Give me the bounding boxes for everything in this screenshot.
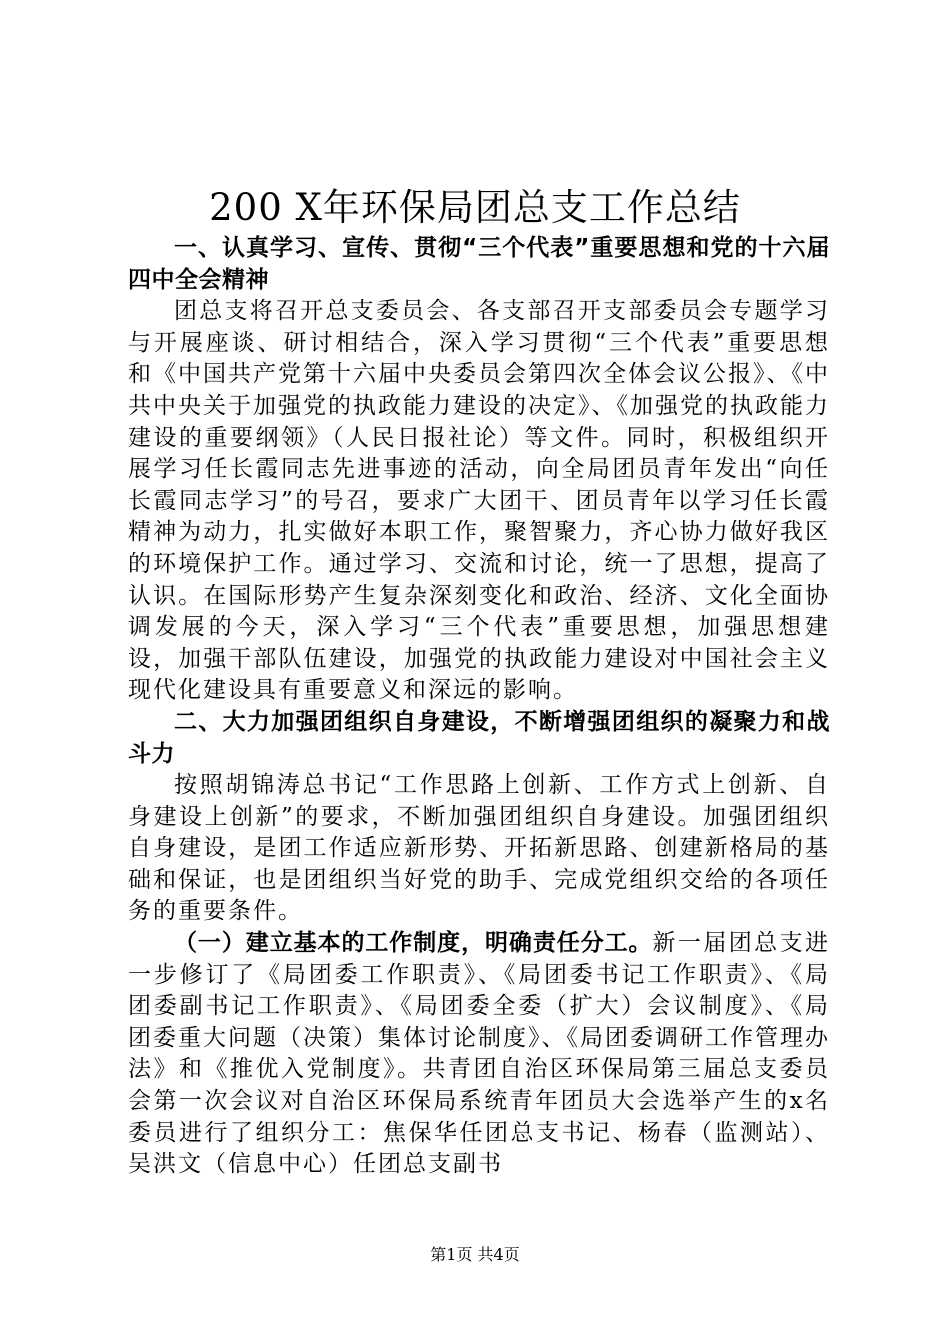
paragraph-3	[128, 928, 830, 1181]
document-title: 200 X年环保局团总支工作总结	[209, 186, 741, 229]
paragraph-3-text: 新一届团总支进一步修订了《局团委工作职责》、《局团委书记工作职责》、《局团委副书记工作职责》、《局团委全委（扩大）会议制度》、《局团委重大问题（决策）集体讨论制度》、《局团委调研工作管理办法》和《推优入党制度》。共青团自治区环保局第三届总支委员会第一次会议对自治区环保局系统青年团员大会选举产生的x名委员进行了组织分工：焦保华任团总支书记、杨春（监测站）、吴洪文（信息中心）任团总支副书	[128, 930, 831, 1178]
page-footer: 第1页 共4页	[430, 1245, 520, 1264]
document-body	[128, 233, 830, 1181]
paragraph-2: 按照胡锦涛总书记“工作思路上创新、工作方式上创新、自身建设上创新”的要求，不断加强团组织自身建设。加强团组织自身建设，是团工作适应新形势、开拓新思路、创建新格局的基础和保证，也是团组织当好党的助手、完成党组织交给的各项任务的重要条件。	[128, 772, 830, 925]
section-heading-1: 一、认真学习、宣传、贯彻“三个代表”重要思想和党的十六届四中全会精神	[128, 235, 830, 293]
paragraph-1: 团总支将召开总支委员会、各支部召开支部委员会专题学习与开展座谈、研讨相结合，深入学习贯彻“三个代表”重要思想和《中国共产党第十六届中央委员会第四次全体会议公报》、《中共中央关于加强党的执政能力建设的决定》、《加强党的执政能力建设的重要纲领》（人民日报社论）等文件。同时，积极组织开展学习任长霞同志先进事迹的活动，向全局团员青年发出“向任长霞同志学习”的号召，要求广大团干、团员青年以学习任长霞精神为动力，扎实做好本职工作，聚智聚力，齐心协力做好我区的环境保护工作。通过学习、交流和讨论，统一了思想，提高了认识。在国际形势产生复杂深刻变化和政治、经济、文化全面协调发展的今天，深入学习“三个代表”重要思想，加强思想建设，加强干部队伍建设，加强党的执政能力建设对中国社会主义现代化建设具有重要意义和深远的影响。	[128, 298, 830, 704]
section-heading-2: 二、大力加强团组织自身建设，不断增强团组织的凝聚力和战斗力	[128, 708, 830, 767]
paragraph-3-lead: （一）建立基本的工作制度，明确责任分工。	[174, 930, 653, 957]
